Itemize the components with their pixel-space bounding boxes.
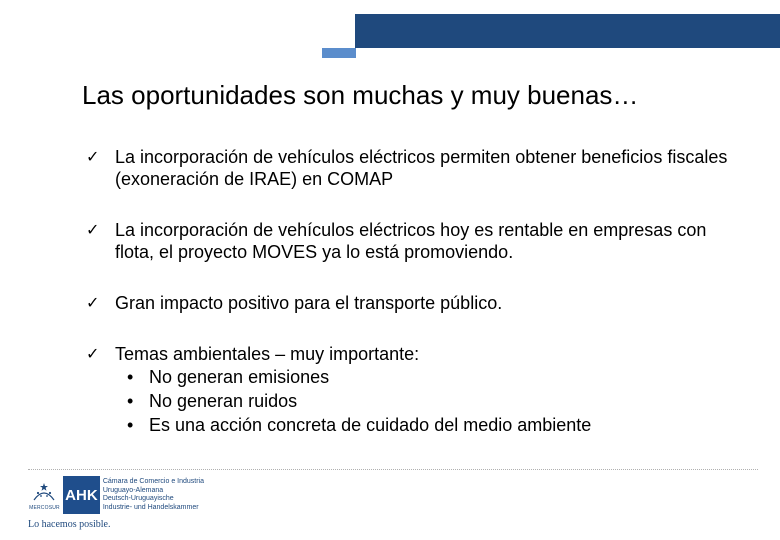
ahk-line: Deutsch-Uruguayische <box>102 495 174 502</box>
check-icon: ✓ <box>86 344 100 363</box>
header-accent-bar <box>322 48 356 58</box>
ahk-badge: AHK <box>63 476 100 514</box>
ahk-line: Cámara de Comercio e Industria <box>102 478 204 485</box>
ahk-line: Uruguayo-Alemana <box>102 486 164 494</box>
sub-bullet-item <box>123 389 746 413</box>
bullet-text: Temas ambientales – muy importante: <box>115 344 420 364</box>
header-bar <box>355 14 780 48</box>
sub-bullet-item <box>123 365 746 389</box>
slogan: Lo hacemos posible. <box>28 519 111 530</box>
check-icon: ✓ <box>86 220 100 239</box>
ahk-line: Industrie- und Handelskammer <box>102 503 199 511</box>
sub-bullet-text: No generan ruidos <box>149 391 298 411</box>
bullet-text: La incorporación de vehículos eléctricos hoy es rentable en empresas con flota, el proyecto MOVES ya lo está promoviendo. <box>115 220 707 262</box>
bullet-dot-icon: • <box>127 367 134 387</box>
check-icon: ✓ <box>86 147 100 166</box>
bullet-list <box>86 146 746 466</box>
bullet-item <box>86 146 746 190</box>
bullet-item <box>86 343 746 437</box>
bullet-item <box>86 219 746 263</box>
mercosur-star-icon <box>31 480 57 504</box>
slide-title: Las oportunidades son muchas y muy buenas… <box>82 80 639 110</box>
ahk-chamber-name <box>100 476 204 514</box>
sub-bullet-text: No generan emisiones <box>149 367 330 387</box>
footer-divider <box>28 469 758 470</box>
bullet-text: La incorporación de vehículos eléctricos permiten obtener beneficios fiscales (exoneración de IRAE) en COMAP <box>115 147 728 189</box>
ahk-logo <box>28 476 204 514</box>
mercosur-label: MERCOSUR <box>29 504 60 511</box>
bullet-item <box>86 292 746 314</box>
bullet-dot-icon: • <box>127 415 134 435</box>
mercosur-logo <box>28 476 61 514</box>
bullet-dot-icon: • <box>127 391 134 411</box>
sub-bullet-list <box>115 365 746 437</box>
bullet-text: Gran impacto positivo para el transporte público. <box>115 293 503 313</box>
sub-bullet-text: Es una acción concreta de cuidado del medio ambiente <box>149 415 592 435</box>
sub-bullet-item <box>123 413 746 437</box>
check-icon: ✓ <box>86 293 100 312</box>
